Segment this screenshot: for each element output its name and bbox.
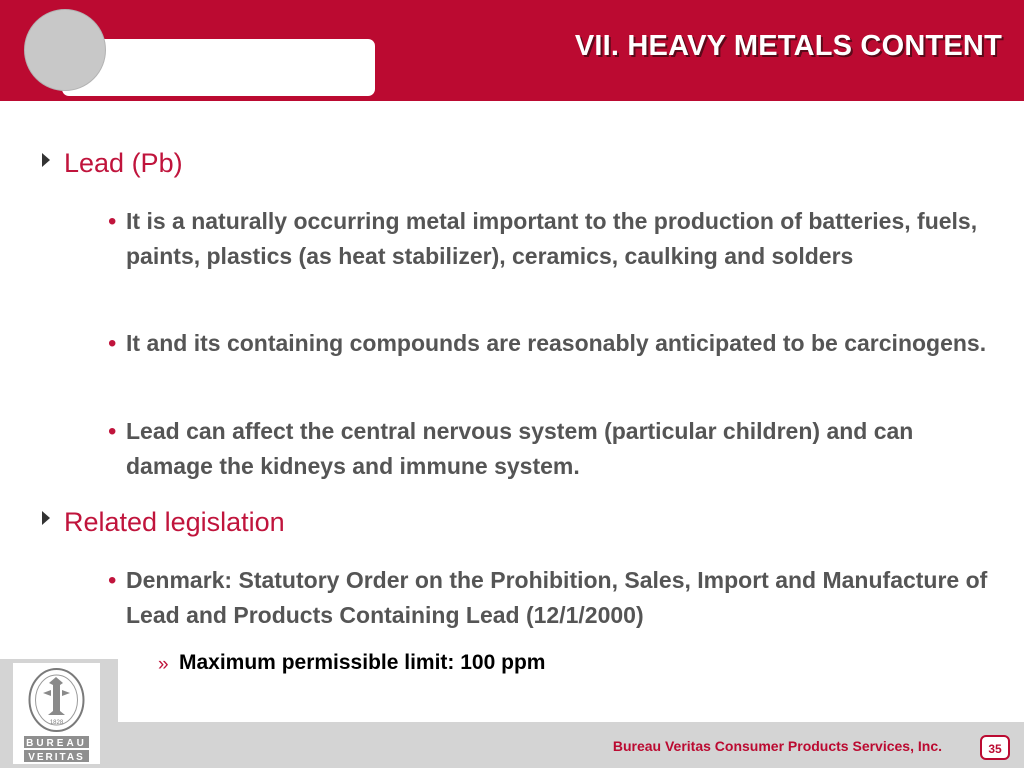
list-item: Denmark: Statutory Order on the Prohibition, Sales, Import and Manufacture of Lead and Products Containing Lead (12/1/2000) <box>126 567 988 628</box>
logo-year: 1828 <box>49 720 64 726</box>
triangle-bullet-icon <box>42 511 50 525</box>
double-chevron-bullet-icon: » <box>158 654 169 675</box>
bureau-veritas-logo <box>13 663 100 764</box>
header-band <box>0 0 1024 101</box>
bullet-icon: • <box>108 208 117 235</box>
page-number-badge: 35 <box>980 735 1010 760</box>
list-item: It is a naturally occurring metal important to the production of batteries, fuels, paints, plastics (as heat stabilizer), ceramics, caulking and solders <box>126 208 978 269</box>
sub-list-item: Maximum permissible limit: 100 ppm <box>179 651 546 674</box>
bureau-veritas-seal-icon <box>13 663 100 764</box>
triangle-bullet-icon <box>42 153 50 167</box>
bullet-icon: • <box>108 330 117 357</box>
footer-company-name: Bureau Veritas Consumer Products Services, Inc. <box>612 738 942 754</box>
section-heading-lead: Lead (Pb) <box>64 148 183 178</box>
section-heading-legislation: Related legislation <box>64 507 285 537</box>
header-circle-decoration <box>24 9 106 91</box>
bullet-icon: • <box>108 418 117 445</box>
bullet-icon: • <box>108 567 117 594</box>
logo-word-veritas: VERITAS <box>28 752 85 763</box>
list-item: Lead can affect the central nervous system (particular children) and can damage the kidneys and immune system. <box>126 418 914 479</box>
header-white-bar <box>62 39 375 96</box>
logo-word-bureau: BUREAU <box>26 738 87 749</box>
slide-title: VII. HEAVY METALS CONTENT <box>574 30 1002 62</box>
list-item: It and its containing compounds are reasonably anticipated to be carcinogens. <box>126 330 987 356</box>
